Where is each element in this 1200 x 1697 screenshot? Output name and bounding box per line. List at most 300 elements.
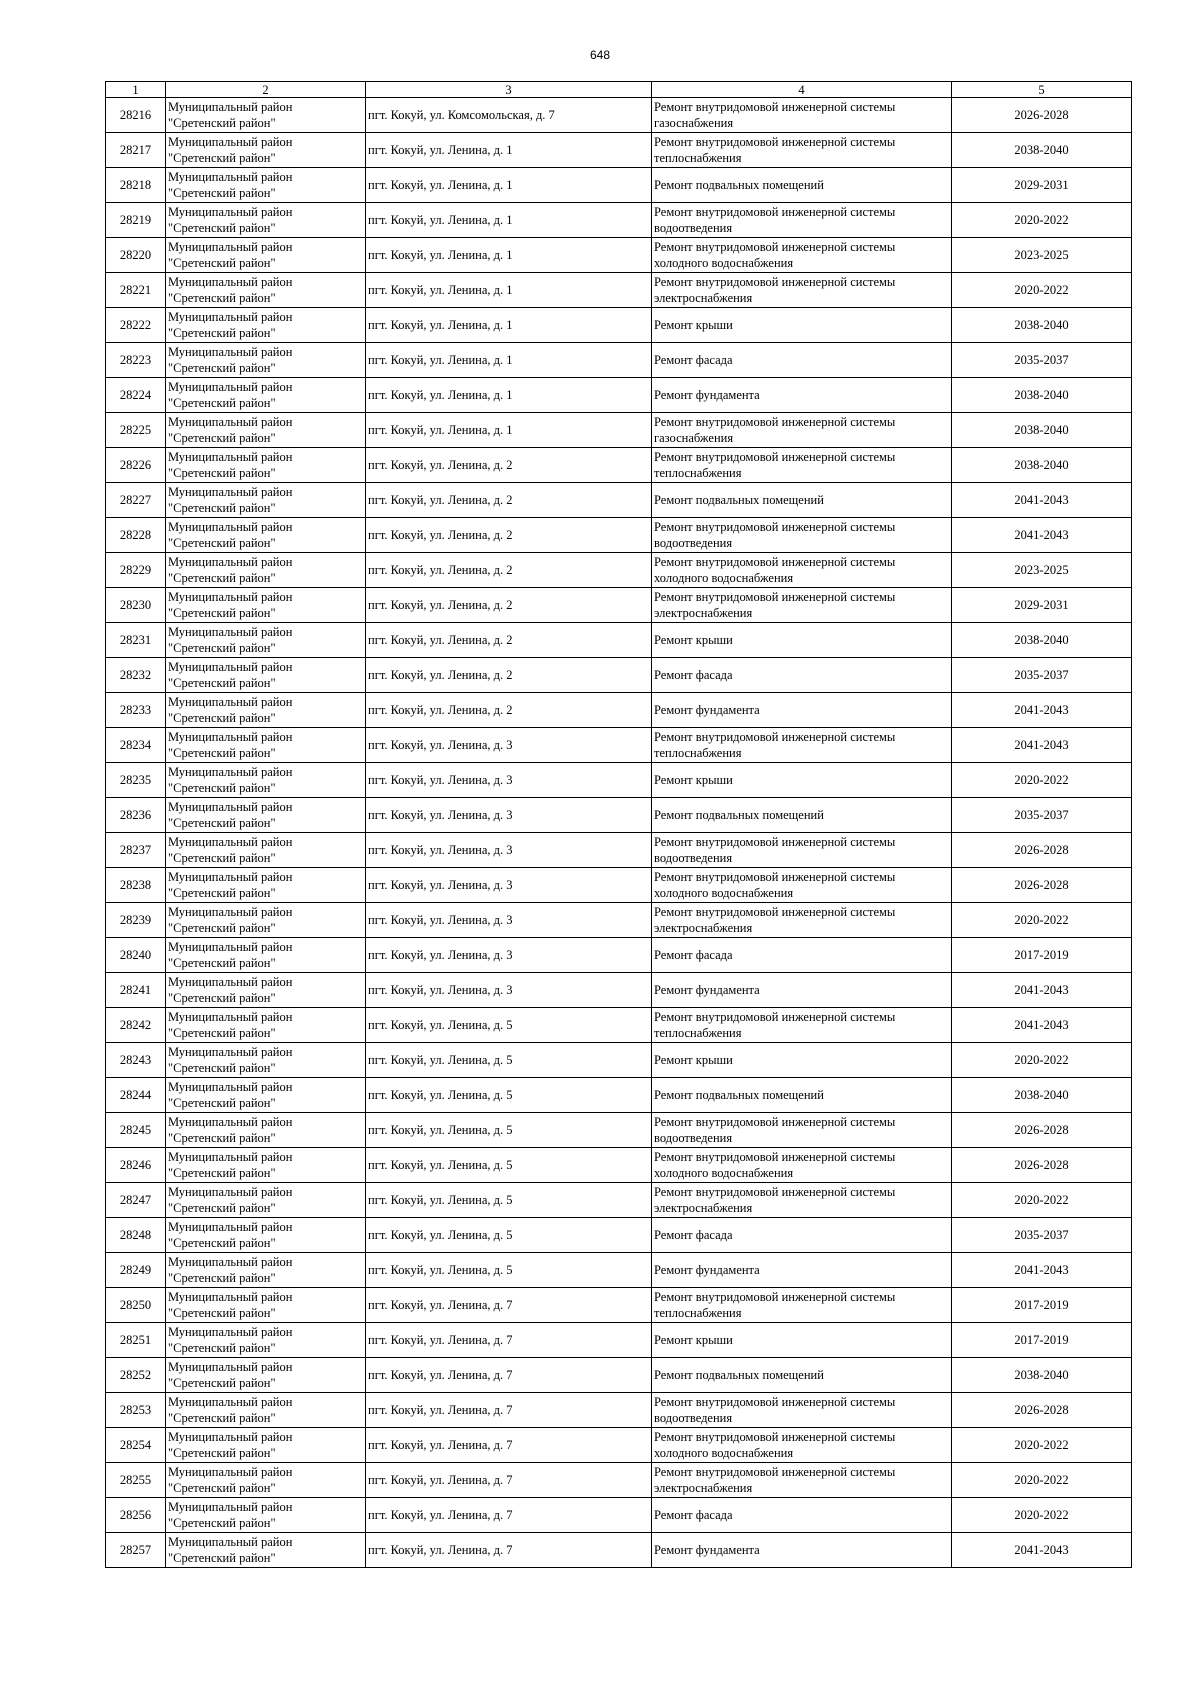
district-line: Муниципальный район <box>168 1290 293 1304</box>
row-number: 28222 <box>106 308 166 343</box>
district-line: Муниципальный район <box>168 345 293 359</box>
district-line: Муниципальный район <box>168 1010 293 1024</box>
building-address: пгт. Кокуй, ул. Ленина, д. 7 <box>366 1288 652 1323</box>
table-row <box>106 553 1132 588</box>
table-row <box>106 938 1132 973</box>
building-address: пгт. Кокуй, ул. Ленина, д. 1 <box>366 203 652 238</box>
table-row <box>106 763 1132 798</box>
building-address: пгт. Кокуй, ул. Ленина, д. 1 <box>366 273 652 308</box>
municipal-district <box>166 903 366 938</box>
municipal-district <box>166 448 366 483</box>
repair-work-type <box>652 518 952 553</box>
repair-work-type <box>652 868 952 903</box>
table-row <box>106 658 1132 693</box>
work-line: Ремонт подвальных помещений <box>654 1088 824 1102</box>
table-row <box>106 798 1132 833</box>
work-line: Ремонт фасада <box>654 1508 733 1522</box>
repair-work-type <box>652 798 952 833</box>
repair-work-type <box>652 168 952 203</box>
table-body <box>106 98 1132 1568</box>
repair-period: 2020-2022 <box>952 763 1132 798</box>
repair-period: 2026-2028 <box>952 833 1132 868</box>
repair-period: 2041-2043 <box>952 973 1132 1008</box>
district-line: "Сретенский район" <box>168 466 276 480</box>
district-line: "Сретенский район" <box>168 1551 276 1565</box>
row-number: 28225 <box>106 413 166 448</box>
district-line: "Сретенский район" <box>168 221 276 235</box>
district-line: "Сретенский район" <box>168 1481 276 1495</box>
work-line: Ремонт крыши <box>654 633 733 647</box>
municipal-district <box>166 693 366 728</box>
repair-period: 2023-2025 <box>952 553 1132 588</box>
district-line: Муниципальный район <box>168 1535 293 1549</box>
municipal-district <box>166 1533 366 1568</box>
work-line: теплоснабжения <box>654 746 742 760</box>
district-line: Муниципальный район <box>168 835 293 849</box>
table-row <box>106 203 1132 238</box>
work-line: Ремонт внутридомовой инженерной системы <box>654 730 896 744</box>
work-line: газоснабжения <box>654 431 734 445</box>
table-row <box>106 238 1132 273</box>
repair-work-type <box>652 1008 952 1043</box>
row-number: 28241 <box>106 973 166 1008</box>
building-address: пгт. Кокуй, ул. Ленина, д. 2 <box>366 448 652 483</box>
district-line: Муниципальный район <box>168 1430 293 1444</box>
district-line: "Сретенский район" <box>168 186 276 200</box>
work-line: Ремонт внутридомовой инженерной системы <box>654 590 896 604</box>
municipal-district <box>166 273 366 308</box>
repair-work-type <box>652 763 952 798</box>
repair-period: 2035-2037 <box>952 1218 1132 1253</box>
table-row <box>106 623 1132 658</box>
work-line: Ремонт фундамента <box>654 983 760 997</box>
district-line: "Сретенский район" <box>168 396 276 410</box>
repair-work-type <box>652 728 952 763</box>
district-line: Муниципальный район <box>168 1115 293 1129</box>
municipal-district <box>166 168 366 203</box>
work-line: водоотведения <box>654 1411 733 1425</box>
building-address: пгт. Кокуй, ул. Ленина, д. 1 <box>366 168 652 203</box>
work-line: Ремонт подвальных помещений <box>654 493 824 507</box>
repair-period: 2026-2028 <box>952 1113 1132 1148</box>
district-line: "Сретенский район" <box>168 571 276 585</box>
work-line: электроснабжения <box>654 1201 753 1215</box>
building-address: пгт. Кокуй, ул. Ленина, д. 1 <box>366 413 652 448</box>
table-row <box>106 973 1132 1008</box>
municipal-district <box>166 763 366 798</box>
row-number: 28228 <box>106 518 166 553</box>
work-line: Ремонт фасада <box>654 668 733 682</box>
building-address: пгт. Кокуй, ул. Ленина, д. 3 <box>366 903 652 938</box>
district-line: Муниципальный район <box>168 1465 293 1479</box>
work-line: Ремонт внутридомовой инженерной системы <box>654 1150 896 1164</box>
repair-period: 2038-2040 <box>952 623 1132 658</box>
municipal-district <box>166 238 366 273</box>
work-line: Ремонт фундамента <box>654 703 760 717</box>
repair-period: 2035-2037 <box>952 343 1132 378</box>
row-number: 28223 <box>106 343 166 378</box>
municipal-district <box>166 1043 366 1078</box>
table-row <box>106 98 1132 133</box>
work-line: Ремонт внутридомовой инженерной системы <box>654 205 896 219</box>
row-number: 28253 <box>106 1393 166 1428</box>
row-number: 28231 <box>106 623 166 658</box>
table-row <box>106 588 1132 623</box>
row-number: 28235 <box>106 763 166 798</box>
district-line: Муниципальный район <box>168 100 293 114</box>
work-line: водоотведения <box>654 1131 733 1145</box>
row-number: 28256 <box>106 1498 166 1533</box>
repair-work-type <box>652 1428 952 1463</box>
district-line: Муниципальный район <box>168 940 293 954</box>
table-row <box>106 1008 1132 1043</box>
repair-work-type <box>652 1463 952 1498</box>
row-number: 28220 <box>106 238 166 273</box>
building-address: пгт. Кокуй, ул. Ленина, д. 2 <box>366 553 652 588</box>
repair-period: 2038-2040 <box>952 413 1132 448</box>
table-row <box>106 1323 1132 1358</box>
repair-work-type <box>652 133 952 168</box>
work-line: Ремонт внутридомовой инженерной системы <box>654 555 896 569</box>
work-line: газоснабжения <box>654 116 734 130</box>
column-header-5: 5 <box>952 82 1132 98</box>
repair-period: 2020-2022 <box>952 203 1132 238</box>
municipal-district <box>166 1148 366 1183</box>
repair-period: 2038-2040 <box>952 308 1132 343</box>
district-line: "Сретенский район" <box>168 1096 276 1110</box>
table-row <box>106 1358 1132 1393</box>
municipal-district <box>166 1393 366 1428</box>
building-address: пгт. Кокуй, ул. Ленина, д. 2 <box>366 518 652 553</box>
repair-period: 2017-2019 <box>952 1288 1132 1323</box>
district-line: "Сретенский район" <box>168 746 276 760</box>
building-address: пгт. Кокуй, ул. Ленина, д. 1 <box>366 133 652 168</box>
building-address: пгт. Кокуй, ул. Ленина, д. 7 <box>366 1463 652 1498</box>
building-address: пгт. Кокуй, ул. Ленина, д. 7 <box>366 1533 652 1568</box>
row-number: 28244 <box>106 1078 166 1113</box>
work-line: Ремонт фасада <box>654 948 733 962</box>
work-line: Ремонт внутридомовой инженерной системы <box>654 520 896 534</box>
row-number: 28216 <box>106 98 166 133</box>
repair-work-type <box>652 273 952 308</box>
repair-work-type <box>652 1078 952 1113</box>
repair-work-type <box>652 343 952 378</box>
repair-period: 2026-2028 <box>952 1393 1132 1428</box>
district-line: "Сретенский район" <box>168 1201 276 1215</box>
repair-period: 2041-2043 <box>952 1008 1132 1043</box>
repair-period: 2041-2043 <box>952 1253 1132 1288</box>
building-address: пгт. Кокуй, ул. Ленина, д. 5 <box>366 1078 652 1113</box>
column-header-2: 2 <box>166 82 366 98</box>
building-address: пгт. Кокуй, ул. Ленина, д. 7 <box>366 1358 652 1393</box>
repair-period: 2029-2031 <box>952 168 1132 203</box>
table-row <box>106 1393 1132 1428</box>
table-row <box>106 413 1132 448</box>
district-line: Муниципальный район <box>168 450 293 464</box>
table-row <box>106 833 1132 868</box>
municipal-district <box>166 98 366 133</box>
repair-work-type <box>652 588 952 623</box>
district-line: Муниципальный район <box>168 905 293 919</box>
district-line: "Сретенский район" <box>168 711 276 725</box>
repair-work-type <box>652 693 952 728</box>
row-number: 28252 <box>106 1358 166 1393</box>
municipal-district <box>166 973 366 1008</box>
table-row <box>106 903 1132 938</box>
building-address: пгт. Кокуй, ул. Ленина, д. 2 <box>366 588 652 623</box>
row-number: 28238 <box>106 868 166 903</box>
municipal-district <box>166 938 366 973</box>
row-number: 28251 <box>106 1323 166 1358</box>
repair-period: 2026-2028 <box>952 868 1132 903</box>
row-number: 28255 <box>106 1463 166 1498</box>
row-number: 28257 <box>106 1533 166 1568</box>
work-line: Ремонт внутридомовой инженерной системы <box>654 1115 896 1129</box>
municipal-district <box>166 308 366 343</box>
work-line: теплоснабжения <box>654 1306 742 1320</box>
table-row <box>106 1183 1132 1218</box>
building-address: пгт. Кокуй, ул. Ленина, д. 3 <box>366 973 652 1008</box>
municipal-district <box>166 553 366 588</box>
repair-work-type <box>652 1148 952 1183</box>
work-line: Ремонт фундамента <box>654 388 760 402</box>
repair-period: 2020-2022 <box>952 1498 1132 1533</box>
repair-work-type <box>652 413 952 448</box>
row-number: 28224 <box>106 378 166 413</box>
district-line: Муниципальный район <box>168 975 293 989</box>
repair-period: 2041-2043 <box>952 483 1132 518</box>
building-address: пгт. Кокуй, ул. Ленина, д. 1 <box>366 378 652 413</box>
municipal-district <box>166 343 366 378</box>
district-line: Муниципальный район <box>168 415 293 429</box>
repair-work-type <box>652 1498 952 1533</box>
repair-work-type <box>652 553 952 588</box>
building-address: пгт. Кокуй, ул. Ленина, д. 5 <box>366 1218 652 1253</box>
district-line: "Сретенский район" <box>168 641 276 655</box>
repair-period: 2041-2043 <box>952 693 1132 728</box>
repair-work-type <box>652 1323 952 1358</box>
repair-period: 2026-2028 <box>952 98 1132 133</box>
repair-period: 2035-2037 <box>952 798 1132 833</box>
table-row <box>106 168 1132 203</box>
work-line: Ремонт крыши <box>654 1333 733 1347</box>
district-line: "Сретенский район" <box>168 1411 276 1425</box>
district-line: Муниципальный район <box>168 520 293 534</box>
row-number: 28245 <box>106 1113 166 1148</box>
municipal-district <box>166 868 366 903</box>
district-line: Муниципальный район <box>168 730 293 744</box>
building-address: пгт. Кокуй, ул. Ленина, д. 5 <box>366 1043 652 1078</box>
table-row <box>106 1463 1132 1498</box>
district-line: Муниципальный район <box>168 240 293 254</box>
work-line: электроснабжения <box>654 291 753 305</box>
repair-work-type <box>652 378 952 413</box>
building-address: пгт. Кокуй, ул. Ленина, д. 3 <box>366 833 652 868</box>
work-line: Ремонт внутридомовой инженерной системы <box>654 450 896 464</box>
row-number: 28219 <box>106 203 166 238</box>
building-address: пгт. Кокуй, ул. Ленина, д. 2 <box>366 483 652 518</box>
building-address: пгт. Кокуй, ул. Ленина, д. 3 <box>366 798 652 833</box>
municipal-district <box>166 1428 366 1463</box>
work-line: Ремонт внутридомовой инженерной системы <box>654 135 896 149</box>
district-line: Муниципальный район <box>168 380 293 394</box>
repair-period: 2020-2022 <box>952 1183 1132 1218</box>
work-line: Ремонт фундамента <box>654 1263 760 1277</box>
district-line: "Сретенский район" <box>168 116 276 130</box>
municipal-district <box>166 518 366 553</box>
work-line: Ремонт внутридомовой инженерной системы <box>654 1290 896 1304</box>
municipal-district <box>166 1288 366 1323</box>
work-line: холодного водоснабжения <box>654 571 794 585</box>
repair-work-type <box>652 1393 952 1428</box>
repair-period: 2020-2022 <box>952 903 1132 938</box>
district-line: Муниципальный район <box>168 1500 293 1514</box>
municipal-district <box>166 1008 366 1043</box>
repair-work-type <box>652 1253 952 1288</box>
building-address: пгт. Кокуй, ул. Ленина, д. 7 <box>366 1498 652 1533</box>
row-number: 28240 <box>106 938 166 973</box>
repair-period: 2038-2040 <box>952 1358 1132 1393</box>
work-line: Ремонт внутридомовой инженерной системы <box>654 870 896 884</box>
work-line: холодного водоснабжения <box>654 886 794 900</box>
district-line: Муниципальный район <box>168 625 293 639</box>
district-line: "Сретенский район" <box>168 501 276 515</box>
table-row <box>106 1148 1132 1183</box>
table-row <box>106 1498 1132 1533</box>
district-line: Муниципальный район <box>168 205 293 219</box>
repair-period: 2038-2040 <box>952 1078 1132 1113</box>
repair-period: 2026-2028 <box>952 1148 1132 1183</box>
district-line: Муниципальный район <box>168 1255 293 1269</box>
municipal-district <box>166 203 366 238</box>
district-line: "Сретенский район" <box>168 1236 276 1250</box>
building-address: пгт. Кокуй, ул. Ленина, д. 5 <box>366 1148 652 1183</box>
row-number: 28227 <box>106 483 166 518</box>
municipal-district <box>166 798 366 833</box>
district-line: "Сретенский район" <box>168 151 276 165</box>
row-number: 28218 <box>106 168 166 203</box>
work-line: Ремонт внутридомовой инженерной системы <box>654 1010 896 1024</box>
row-number: 28246 <box>106 1148 166 1183</box>
district-line: "Сретенский район" <box>168 781 276 795</box>
repair-work-type <box>652 98 952 133</box>
district-line: Муниципальный район <box>168 765 293 779</box>
repair-period: 2023-2025 <box>952 238 1132 273</box>
municipal-district <box>166 483 366 518</box>
building-address: пгт. Кокуй, ул. Ленина, д. 5 <box>366 1008 652 1043</box>
district-line: "Сретенский район" <box>168 291 276 305</box>
district-line: Муниципальный район <box>168 170 293 184</box>
work-line: электроснабжения <box>654 921 753 935</box>
municipal-district <box>166 658 366 693</box>
table-row <box>106 1078 1132 1113</box>
repair-period: 2035-2037 <box>952 658 1132 693</box>
table-row <box>106 728 1132 763</box>
row-number: 28250 <box>106 1288 166 1323</box>
table-row <box>106 1113 1132 1148</box>
work-line: Ремонт крыши <box>654 1053 733 1067</box>
district-line: "Сретенский район" <box>168 1131 276 1145</box>
municipal-district <box>166 1323 366 1358</box>
repair-period: 2017-2019 <box>952 938 1132 973</box>
district-line: "Сретенский район" <box>168 1026 276 1040</box>
building-address: пгт. Кокуй, ул. Комсомольская, д. 7 <box>366 98 652 133</box>
municipal-district <box>166 1498 366 1533</box>
repair-work-type <box>652 833 952 868</box>
work-line: Ремонт внутридомовой инженерной системы <box>654 1395 896 1409</box>
district-line: "Сретенский район" <box>168 921 276 935</box>
work-line: Ремонт внутридомовой инженерной системы <box>654 1465 896 1479</box>
municipal-district <box>166 728 366 763</box>
repair-period: 2020-2022 <box>952 1463 1132 1498</box>
repair-work-type <box>652 1358 952 1393</box>
table-row <box>106 868 1132 903</box>
repair-period: 2038-2040 <box>952 133 1132 168</box>
work-line: Ремонт подвальных помещений <box>654 808 824 822</box>
table-row <box>106 308 1132 343</box>
table-row <box>106 1218 1132 1253</box>
district-line: "Сретенский район" <box>168 1446 276 1460</box>
work-line: Ремонт внутридомовой инженерной системы <box>654 1430 896 1444</box>
district-line: "Сретенский район" <box>168 1166 276 1180</box>
municipal-district <box>166 1463 366 1498</box>
header-row <box>106 82 1132 98</box>
repair-period: 2017-2019 <box>952 1323 1132 1358</box>
district-line: "Сретенский район" <box>168 361 276 375</box>
repair-work-type <box>652 1288 952 1323</box>
municipal-district <box>166 1078 366 1113</box>
row-number: 28237 <box>106 833 166 868</box>
district-line: Муниципальный район <box>168 555 293 569</box>
work-line: Ремонт внутридомовой инженерной системы <box>654 905 896 919</box>
work-line: Ремонт подвальных помещений <box>654 178 824 192</box>
repair-work-type <box>652 308 952 343</box>
table-row <box>106 693 1132 728</box>
district-line: Муниципальный район <box>168 870 293 884</box>
municipal-district <box>166 378 366 413</box>
repair-work-type <box>652 238 952 273</box>
building-address: пгт. Кокуй, ул. Ленина, д. 3 <box>366 728 652 763</box>
district-line: Муниципальный район <box>168 310 293 324</box>
building-address: пгт. Кокуй, ул. Ленина, д. 1 <box>366 238 652 273</box>
municipal-district <box>166 413 366 448</box>
repair-work-type <box>652 203 952 238</box>
repair-work-type <box>652 1218 952 1253</box>
work-line: Ремонт внутридомовой инженерной системы <box>654 275 896 289</box>
building-address: пгт. Кокуй, ул. Ленина, д. 1 <box>366 308 652 343</box>
repair-work-type <box>652 658 952 693</box>
district-line: "Сретенский район" <box>168 1271 276 1285</box>
row-number: 28248 <box>106 1218 166 1253</box>
municipal-district <box>166 1183 366 1218</box>
district-line: Муниципальный район <box>168 590 293 604</box>
building-address: пгт. Кокуй, ул. Ленина, д. 7 <box>366 1323 652 1358</box>
municipal-district <box>166 133 366 168</box>
district-line: Муниципальный район <box>168 1325 293 1339</box>
repair-work-type <box>652 483 952 518</box>
work-line: холодного водоснабжения <box>654 1166 794 1180</box>
row-number: 28249 <box>106 1253 166 1288</box>
work-line: холодного водоснабжения <box>654 256 794 270</box>
district-line: "Сретенский район" <box>168 1061 276 1075</box>
repair-work-type <box>652 903 952 938</box>
district-line: Муниципальный район <box>168 485 293 499</box>
district-line: Муниципальный район <box>168 1185 293 1199</box>
column-header-1: 1 <box>106 82 166 98</box>
repair-work-type <box>652 623 952 658</box>
row-number: 28221 <box>106 273 166 308</box>
repair-period: 2038-2040 <box>952 378 1132 413</box>
